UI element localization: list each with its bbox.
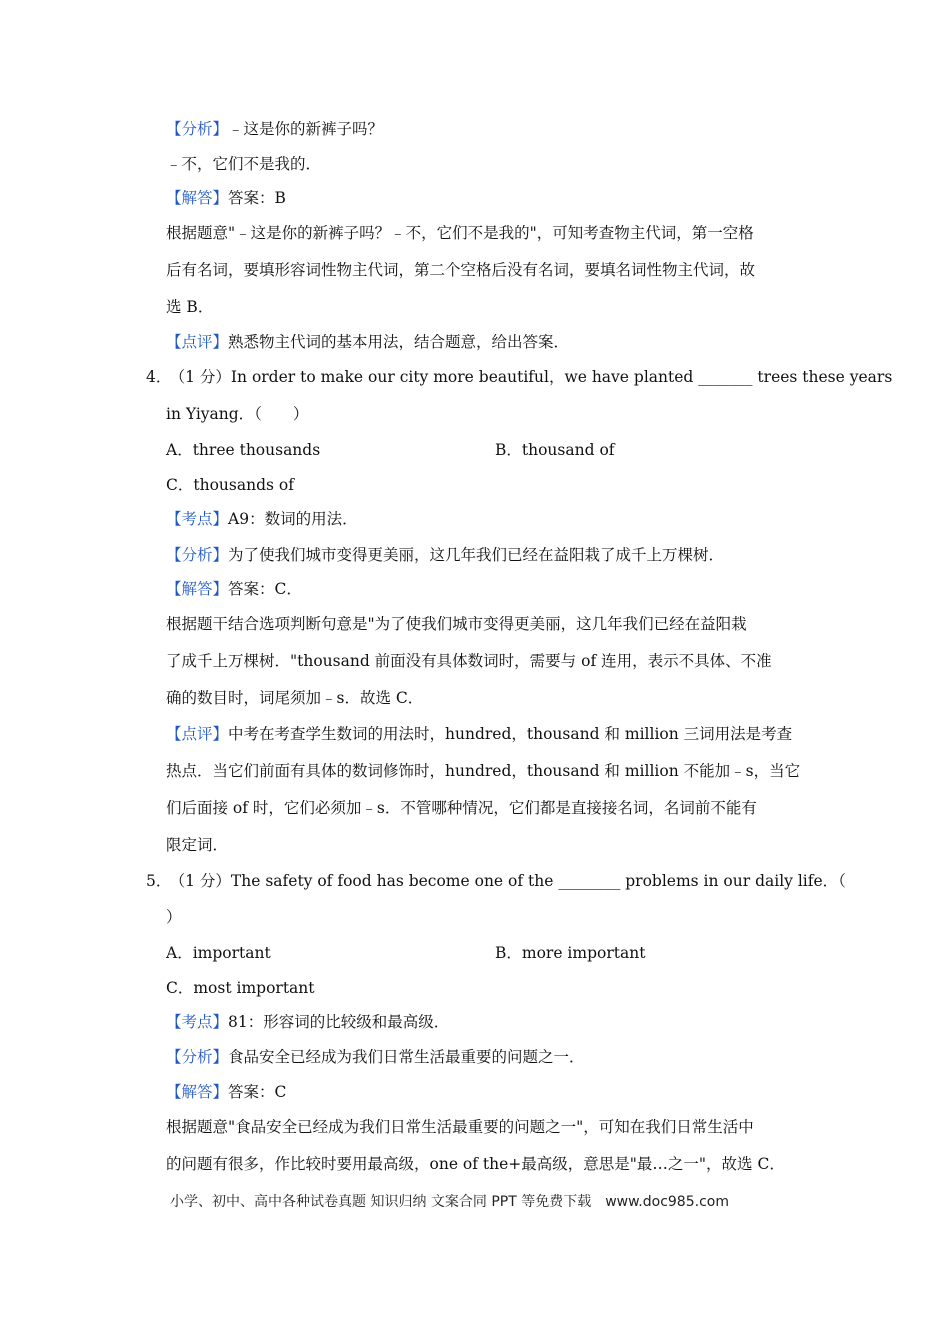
question-number: 4． (146, 368, 172, 386)
q5-option-b: B．more important (495, 944, 646, 962)
q4-analysis-line (166, 544, 724, 566)
q5-explain-line-1: 根据题意"食品安全已经成为我们日常生活最重要的问题之一"，可知在我们日常生活中 (166, 1118, 754, 1136)
answer-tag: 【解答】 (166, 1083, 229, 1101)
analysis-tag: 【分析】 (166, 546, 229, 564)
question-stem: （1 分）The safety of food has become one of the ________ problems in our daily life．（ (177, 872, 846, 890)
q4-explain-line-1: 根据题干结合选项判断句意是"为了使我们城市变得更美丽，这几年我们已经在益阳栽 (166, 615, 747, 633)
q3-comment-line (166, 331, 569, 353)
question-number: 5． (146, 872, 172, 890)
page-footer: 小学、初中、高中各种试卷真题 知识归纳 文案合同 PPT 等免费下载 www.doc985.com (170, 1194, 729, 1210)
q4-comment-line-2: 热点．当它们前面有具体的数词修饰时，hundred，thousand 和 million 不能加﹣s，当它 (166, 762, 801, 780)
q4-stem-line-1 (146, 366, 892, 388)
q4-point-line (166, 508, 358, 530)
point-text: A9：数词的用法． (228, 510, 358, 528)
q5-analysis-line (166, 1046, 585, 1068)
answer-text: 答案：B (228, 189, 286, 207)
analysis-text: ﹣这是你的新裤子吗？ (228, 120, 384, 138)
analysis-text: 为了使我们城市变得更美丽，这几年我们已经在益阳栽了成千上万棵树． (228, 546, 725, 564)
q3-analysis-line-1 (166, 118, 383, 140)
answer-tag: 【解答】 (166, 189, 229, 207)
q5-answer-line (166, 1081, 286, 1103)
q4-explain-line-2: 了成千上万棵树．"thousand 前面没有具体数词时，需要与 of 连用，表示不具体、不准 (166, 652, 772, 670)
q4-option-c: C．thousands of (166, 476, 294, 494)
q5-explain-line-2: 的问题有很多，作比较时要用最高级，one of the+最高级，意思是"最…之一"，故选 C． (166, 1155, 785, 1173)
comment-tag: 【点评】 (166, 725, 229, 743)
point-tag: 【考点】 (166, 1013, 229, 1031)
q4-comment-line-3: 们后面接 of 时，它们必须加﹣s．不管哪种情况，它们都是直接接名词，名词前不能有 (166, 799, 757, 817)
q5-option-a: A．important (166, 944, 271, 962)
q3-analysis-line-2: ﹣不，它们不是我的． (166, 155, 322, 173)
q3-explain-line-3: 选 B． (166, 298, 214, 316)
point-tag: 【考点】 (166, 510, 229, 528)
comment-tag: 【点评】 (166, 333, 229, 351)
q5-stem-line-2: ） (166, 908, 182, 926)
comment-text: 熟悉物主代词的基本用法，结合题意，给出答案． (228, 333, 570, 351)
question-stem: （1 分）In order to make our city more beautiful，we have planted _______ trees these years (177, 368, 893, 386)
answer-text: 答案：C (228, 1083, 287, 1101)
q5-point-line (166, 1011, 449, 1033)
q4-option-b: B．thousand of (495, 441, 615, 459)
q3-answer-line (166, 187, 286, 209)
q3-explain-line-2: 后有名词，要填形容词性物主代词，第二个空格后没有名词，要填名词性物主代词，故 (166, 261, 756, 279)
point-text: 81：形容词的比较级和最高级． (228, 1013, 450, 1031)
analysis-tag: 【分析】 (166, 1048, 229, 1066)
q3-explain-line-1: 根据题意"﹣这是你的新裤子吗？﹣不，它们不是我的"，可知考查物主代词，第一空格 (166, 224, 754, 242)
q4-stem-line-2: in Yiyang．（ ） (166, 405, 309, 423)
answer-tag: 【解答】 (166, 580, 229, 598)
analysis-text: 食品安全已经成为我们日常生活最重要的问题之一． (228, 1048, 585, 1066)
q4-comment-line-4: 限定词． (166, 836, 229, 854)
comment-text: 中考在考查学生数词的用法时，hundred，thousand 和 million 三词用法是考查 (228, 725, 793, 743)
q4-option-a: A．three thousands (166, 441, 321, 459)
q4-explain-line-3: 确的数目时，词尾须加﹣s．故选 C． (166, 689, 424, 707)
q4-answer-line (166, 578, 302, 600)
answer-text: 答案：C． (228, 580, 302, 598)
q4-comment-line-1 (166, 723, 792, 745)
analysis-tag: 【分析】 (166, 120, 229, 138)
q5-option-c: C．most important (166, 979, 315, 997)
q5-stem-line-1 (146, 870, 846, 892)
